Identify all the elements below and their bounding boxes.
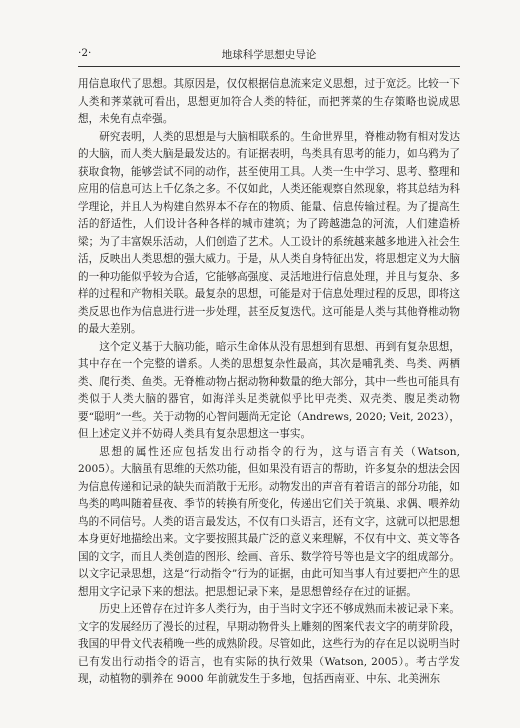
book-title: 地球科学思想史导论 (221, 49, 317, 61)
paragraph: 思想的属性还应包括发出行动指令的行为，这与语言有关（Watson, 2005）。大脑虽有思维的天然功能，但如果没有语言的帮助，许多复杂的想法会因为信息传递和记录的缺失而消散于无形。动物发出的声音有着语言的部分功能，如鸟类的鸣叫随着昼夜、季节的转换有所变化，传递出它们关于筑巢、求偶、喂养幼鸟的不同信号。人类的语言最发达，不仅有口头语言，还有文字，这就可以把思想本身更好地描绘出来。文字要按照其最广泛的意义来理解，不仅有中文、英文等各国的文字，而且人类创造的图形、绘画、音乐、数学符号等也是文字的组成部分。以文字记录思想，这是“行动指令”行为的证据，由此可知当事人有过要把产生的思想用文字记录下来的想法。把思想记录下来，是思想曾经存在过的证据。 (78, 445, 460, 598)
paragraph: 用信息取代了思想。其原因是，仅仅根据信息流来定义思想，过于宽泛。比较一下人类和荠菜就可看出，思想更加符合人类的特征，而把荠菜的生存策略也说成思想，未免有点牵强。 (78, 78, 460, 125)
paragraph: 这个定义基于大脑功能，暗示生命体从没有思想到有思想、再到有复杂思想，其中存在一个完整的谱系。人类的思想复杂性最高，其次是哺乳类、鸟类、两栖类、爬行类、鱼类。无脊椎动物占据动物种数量的绝大部分，其中一些也可能具有类似于人类大脑的器官，如海洋头足类就似乎比甲壳类、双壳类、腹足类动物要“聪明”一些。关于动物的心智问题尚无定论（Andrews, 2020; Veit, 2023），但上述定义并不妨碍人类具有复杂思想这一事实。 (78, 340, 460, 440)
paragraph: 历史上还曾存在过许多人类行为，由于当时文字还不够成熟而未被记录下来。文字的发展经历了漫长的过程，早期动物骨头上雕刻的图案代表文字的萌芽阶段，我国的甲骨文代表稍晚一些的成熟阶段。尽管如此，这些行为的存在足以说明当时已有发出行动指令的语言，也有实际的执行效果（Watson, 2005）。考古学发现，动植物的驯养在 9000 年前就发生于多地，包括西南亚、中东、北美洲东 (78, 603, 460, 685)
body-text (78, 76, 460, 689)
running-header (78, 44, 460, 67)
page-number: ·2· (78, 47, 92, 59)
paragraph: 研究表明，人类的思想是与大脑相联系的。生命世界里，脊椎动物有相对发达的大脑，而人类大脑是最发达的。有证据表明，鸟类具有思考的能力，如乌鸦为了获取食物，能够尝试不同的动作，甚至使用工具。人类一生中学习、思考、整理和应用的信息可达上千亿条之多。不仅如此，人类还能观察自然现象，将其总结为科学理论，并且人为构建自然界本不存在的物质、能量、信息传输过程。为了提高生活的舒适性，人们设计各种各样的城市建筑；为了跨越漶急的河流，人们建造桥梁；为了丰富娱乐活动，人们创造了艺术。人工设计的系统越来越多地进入社会生活，反映出人类思想的强大威力。于是，从人类自身特征出发，将思想定义为大脑的一种功能似乎较为合适，它能够高强度、灵活地进行信息处理，并且与复杂、多样的过程和产物相关联。最复杂的思想，可能是对于信息处理过程的反思，即将这类反思也作为信息进行进一步处理，甚至反复迭代。这可能是人类与其他脊椎动物的最大差别。 (78, 130, 460, 335)
